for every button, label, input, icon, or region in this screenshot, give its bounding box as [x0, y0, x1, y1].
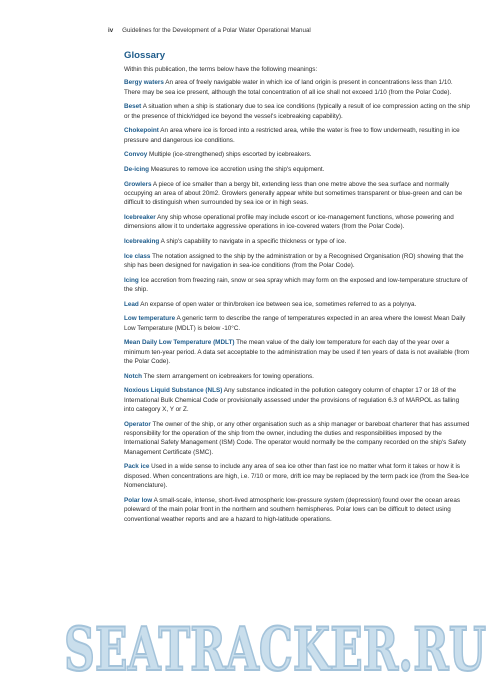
glossary-entry — [124, 252, 470, 271]
glossary-entry — [124, 165, 470, 174]
glossary-title: Glossary — [124, 50, 166, 61]
glossary-term: Beset — [124, 103, 142, 111]
page-number: iv — [108, 27, 114, 34]
glossary-definition: A situation when a ship is stationary due to sea ice conditions (typically a result of ice compression acting on the ship or the presence of thick/ridged ice beyond the vessel's icebreaking capability). — [124, 103, 470, 120]
glossary-entry — [124, 314, 470, 333]
glossary-term: Icebreaker — [124, 214, 156, 221]
glossary-definition: An area of freely navigable water in which ice of land origin is present in concentrations less than 1/10. There may be sea ice present, although the total concentration of all ice shall not exceed 1/10 (from the Polar Code). — [124, 79, 453, 96]
glossary-term: Growlers — [124, 180, 152, 188]
glossary-entries — [124, 78, 470, 524]
glossary-term: Icebreaking — [124, 238, 160, 245]
glossary-definition: The owner of the ship, or any other organisation such as a ship manager or bareboat charterer that has assumed responsibility for the operation of the ship from the owner, including the duties and responsibilities imposed by the International Safety Management (ISM) Code. The operator would normally be the company recorded on the ship's Safety Management Certificate (SMC). — [124, 420, 470, 456]
glossary-entry — [124, 420, 470, 458]
glossary-term: Ice class — [124, 252, 151, 260]
glossary-entry — [124, 372, 470, 381]
glossary-definition: The stern arrangement on icebreakers for towing operations. — [141, 372, 314, 380]
glossary-entry — [124, 300, 470, 309]
glossary-term: Chokepoint — [124, 127, 159, 135]
glossary-term: De-icing — [124, 166, 150, 173]
glossary-definition: Ice accretion from freezing rain, snow or sea spray which may form on the exposed and low-temperature structure of the ship. — [124, 276, 468, 293]
glossary-definition: A generic term to describe the range of temperatures expected in an area where the lowest Mean Daily Low Temperature (MDLT) is below -10°C. — [124, 315, 466, 332]
glossary-term: Noxious Liquid Substance (NLS) — [124, 387, 223, 395]
glossary-entry — [124, 462, 470, 490]
glossary-entry — [124, 102, 470, 121]
glossary-term: Low temperature — [124, 315, 176, 323]
glossary-entry — [124, 338, 470, 366]
glossary-term: Convoy — [124, 151, 148, 159]
glossary-definition: A ship's capability to navigate in a specific thickness or type of ice. — [159, 238, 347, 245]
glossary-term: Mean Daily Low Temperature (MDLT) — [124, 339, 235, 347]
glossary-entry — [124, 496, 470, 524]
glossary-definition: Any substance indicated in the pollution category column of chapter 17 or 18 of the International Bulk Chemical Code or provisionally assessed under the provisions of regulation 6.3 of MARPOL as falling into category X, Y or Z. — [124, 387, 460, 413]
glossary-entry — [124, 213, 470, 232]
glossary-definition: The mean value of the daily low temperature for each day of the year over a minimum ten-year period. A data set acceptable to the administration may be used if ten years of data is not available (from the Polar Code). — [124, 339, 470, 365]
glossary-term: Bergy waters — [124, 79, 164, 87]
glossary-definition: Any ship whose operational profile may include escort or ice-management functions, whose powering and dimensions allow it to undertake aggressive operations in ice-covered waters (from the Polar Code). — [124, 214, 454, 231]
glossary-term: Polar low — [124, 496, 153, 504]
glossary-term: Pack ice — [124, 463, 150, 471]
page-header — [108, 27, 478, 34]
glossary-entry — [124, 126, 470, 145]
glossary-definition: An area where ice is forced into a restricted area, while the water is free to flow underneath, resulting in ice pressure and dangerous ice conditions. — [124, 127, 460, 144]
glossary-term: Notch — [124, 372, 142, 380]
glossary-term: Operator — [124, 420, 151, 428]
glossary-definition: A small-scale, intense, short-lived atmospheric low-pressure system (depression) found over the ocean areas poleward of the main polar front in the northern and southern hemispheres. Polar lows can be difficult to detect using conventional weather reports and are a hazard to high-latitude operations. — [124, 496, 461, 523]
glossary-entry — [124, 180, 470, 208]
glossary-entry — [124, 237, 470, 246]
glossary-definition: Multiple (ice-strengthened) ships escorted by icebreakers. — [147, 151, 312, 159]
glossary-section — [124, 50, 470, 529]
glossary-definition: The notation assigned to the ship by the administration or by a Recognised Organisation (RO) showing that the ship has been designed for navigation in sea-ice conditions (from the Polar Code). — [124, 252, 464, 269]
watermark — [60, 608, 490, 688]
glossary-definition: Measures to remove ice accretion using the ship's equipment. — [149, 166, 325, 173]
glossary-term: Lead — [124, 300, 139, 308]
glossary-intro: Within this publication, the terms below have the following meanings: — [124, 66, 318, 73]
glossary-entry — [124, 386, 470, 414]
glossary-definition: An expanse of open water or thin/broken ice between sea ice, sometimes referred to as a polynya. — [138, 300, 417, 308]
glossary-entry — [124, 78, 470, 97]
watermark-text: SEATRACKER.RU — [64, 615, 486, 685]
glossary-entry — [124, 276, 470, 295]
glossary-definition: Used in a wide sense to include any area of sea ice other than fast ice no matter what form it takes or how it is disposed. When concentrations are high, i.e. 7/10 or more, drift ice may be replaced by the term pack ice (from the Sea-Ice Nomenclature). — [124, 463, 469, 490]
running-title: Guidelines for the Development of a Polar Water Operational Manual — [122, 27, 311, 34]
glossary-term: Icing — [124, 276, 139, 284]
glossary-entry — [124, 150, 470, 159]
glossary-definition: A piece of ice smaller than a bergy bit, extending less than one metre above the sea surface and normally occupying an area of about 20m2. Growlers generally appear white but sometimes transparent or blue-green and can be difficult to distinguish when surrounded by sea ice or in high seas. — [124, 180, 463, 207]
